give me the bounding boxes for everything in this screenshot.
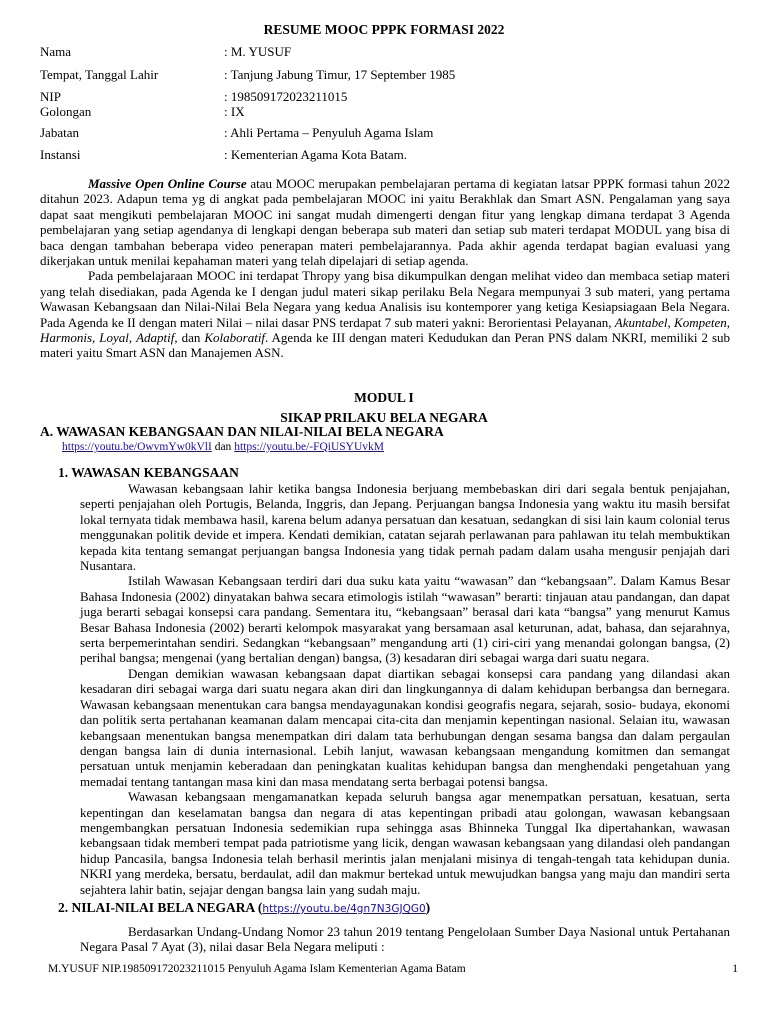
section-a-heading: A. WAWASAN KEBANGSAAN DAN NILAI-NILAI BELA NEGARA	[40, 424, 444, 439]
section-1-paragraph: Istilah Wawasan Kebangsaan terdiri dari dua suku kata yaitu “wawasan” dan “kebangsaan”. Dalam Kamus Besar Bahasa Indonesia (2002) dinyatakan bahwa secara etimologis istilah “wawasan” berarti: tinjauan atau pandangan, dan dapat juga berarti sebagai konsepsi cara pandang. Sementara itu, “kebangsaan” berasal dari kata “bangsa” yang menurut Kamus Besar Bahasa Indonesia (2002) berarti kelompok masyarakat yang bersamaan asal keturunan, adat, bahasa, dan sejarahnya, serta berpemerintahan sendiri. Sedangkan “kebangsaan” mengandung arti (1) ciri-ciri yang menandai golongan bangsa, (2) perihal bangsa; mengenai (yang bertalian dengan) bangsa, (3) kesadaran diri sebagai warga dari suatu negara.	[80, 573, 730, 666]
intro-section	[40, 176, 730, 361]
identity-label: Golongan	[40, 104, 92, 119]
section-2-video-link[interactable]: https://youtu.be/4gn7N3GJQG0	[262, 903, 426, 915]
section-1-body	[80, 481, 730, 897]
mooc-term: Massive Open Online Course	[88, 176, 247, 191]
footer-text: M.YUSUF NIP.198509172023211015 Penyuluh Agama Islam Kementerian Agama Batam	[48, 963, 466, 975]
identity-label: Jabatan	[40, 125, 79, 140]
section-1-paragraph: Wawasan kebangsaan mengamanatkan kepada seluruh bangsa agar menempatkan persatuan, kesatuan, serta kepentingan dan keselamatan bangsa dan negara di atas kepentingan pribadi atau golongan, wawasan kebangsaan mengembangkan persatuan Indonesia sedemikian rupa sehingga asas Bhinneka Tunggal Ika dipertahankan, wawasan kebangsaan tidak memberi tempat pada patriotisme yang licik, dengan wawasan kebangsaan yang dilandasi oleh pandangan hidup Pancasila, bangsa Indonesia telah berhasil merintis jalan menjalani misinya di tengah-tengah tata kehidupan dunia. NKRI yang merdeka, bersatu, berdaulat, adil dan makmur bertekad untuk mewujudkan bangsa yang maju dan mandiri serta sejahtera lahir batin, sejajar dengan bangsa lain yang sudah maju.	[80, 789, 730, 897]
modul-subheading: SIKAP PRILAKU BELA NEGARA	[280, 410, 488, 425]
identity-label: Instansi	[40, 147, 81, 162]
section-2-paragraph: Berdasarkan Undang-Undang Nomor 23 tahun 2019 tentang Pengelolaan Sumber Daya Nasional untuk Pertahanan Negara Pasal 7 Ayat (3), nilai dasar Bela Negara meliputi :	[80, 924, 730, 955]
identity-label: Nama	[40, 44, 72, 59]
section-1-paragraph: Wawasan kebangsaan lahir ketika bangsa Indonesia berjuang membebaskan diri dari segala bentuk penjajahan, seperti penjajahan oleh Portugis, Belanda, Inggris, dan Jepang. Perjuangan bangsa Indonesia yang waktu itu masih bersifat lokal ternyata tidak membawa hasil, karena belum adanya persatuan dan kesatuan, sedangkan di sisi lain kaum colonial terus menggunakan politik devide et impera. Kendati demikian, catatan sejarah perlawanan para pahlawan itu telah membuktikan kepada kita tentang semangat perjuangan bangsa Indonesia yang tidak pernah padam dalam usaha mengusir penjajah dari Nusantara.	[80, 481, 730, 574]
page-number: 1	[732, 963, 738, 975]
document-title: RESUME MOOC PPPK FORMASI 2022	[263, 22, 505, 37]
identity-label: Tempat, Tanggal Lahir	[40, 67, 159, 82]
intro-paragraph-1: Massive Open Online Course atau MOOC merupakan pembelajaran pertama di kegiatan latsar PPPK formasi tahun 2022 ditahun 2023. Adapun tema yg di angkat pada pembelajaran MOOC ini yaitu Berakhlak dan Smart ASN. Pengalaman yang saya dapat saat mengikuti pembelajaran MOOC ini sangat mudah dimengerti dengan fitur yang lengkap dimana terdapat 3 Agenda pembelajaran yang setiap agendanya di lengkapi dengan beberapa sub materi dan setiap sub materi terdapat MODUL yang bisa di baca dengan tambahan beberapa video penerapan materi pembelajarannya. Pada akhir agenda terdapat bagian evaluasi yang dikerjakan untuk menilai kepahaman materi yang telah dipelajari di setiap agenda.	[40, 176, 730, 269]
section-2-body	[80, 924, 730, 955]
video-links: https://youtu.be/OwvmYw0kVlI dan https://youtu.be/-FQiUSYUvkM	[62, 441, 385, 453]
identity-value: : Kementerian Agama Kota Batam.	[224, 147, 408, 162]
identity-value: : M. YUSUF	[224, 44, 292, 59]
identity-value: : 198509172023211015	[224, 89, 348, 104]
intro-paragraph-2: Pada pembelajaraan MOOC ini terdapat Thropy yang bisa dikumpulkan dengan melihat video dan membaca setiap materi yang telah disediakan, pada Agenda ke I dengan judul materi sikap perilaku Bela Negara mempunyai 3 sub materi, yang pertama Wawasan Kebangsaan dan Nilai-Nilai Bela Negara yang kedua Analisis isu kontemporer yang ketiga Kesiapsiagaan Bela Negara. Pada Agenda ke II dengan materi Nilai – nilai dasar PNS terdapat 7 sub materi yakni: Berorientasi Pelayanan, Akuntabel, Kompeten, Harmonis, Loyal, Adaptif, dan Kolaboratif. Agenda ke III dengan materi Kedudukan dan Peran PNS dalam NKRI, memiliki 2 sub materi yaitu Smart ASN dan Manajemen ASN.	[40, 268, 731, 361]
identity-value: : Ahli Pertama – Penyuluh Agama Islam	[224, 125, 434, 140]
identity-value: : Tanjung Jabung Timur, 17 September 1985	[224, 67, 456, 82]
page-footer	[48, 962, 738, 977]
identity-label: NIP	[40, 89, 61, 104]
section-1-paragraph: Dengan demikian wawasan kebangsaan dapat diartikan sebagai konsepsi cara pandang yang dilandasi akan kesadaran diri sebagai warga dari suatu negara akan diri dan lingkungannya di dalam kehidupan berbangsa dan bernegara. Wawasan kebangsaan menentukan cara bangsa mendayagunakan kondisi geografis negara, sejarah, sosio- budaya, ekonomi dan politik serta pertahanan keamanan dalam mencapai cita-cita dan menjamin kepentingan nasional. Selaian itu, wawasan kebangsaan menentukan bangsa menempatkan diri dalam tata berhubungan dengan sesama bangsa dan dalam pergaulan dengan bangsa lain di dunia internasional. Lebih lanjut, wawasan kebangsaan mengandung komitmen dan semangat persatuan untuk menjamin keberadaan dan peningkatan kualitas kehidupan bangsa dan menghendaki pengetahuan yang memadai tentang tantangan masa kini dan masa mendatang serta berbagai potensi bangsa.	[80, 665, 730, 789]
video-link-1[interactable]: https://youtu.be/OwvmYw0kVlI	[62, 441, 212, 453]
video-link-2[interactable]: https://youtu.be/-FQiUSYUvkM	[234, 441, 385, 453]
modul-heading: MODUL I	[354, 390, 414, 405]
section-2-heading: 2. NILAI-NILAI BELA NEGARA (https://youtu.be/4gn7N3GJQG0)	[58, 900, 431, 915]
section-1-heading: 1. WAWASAN KEBANGSAAN	[58, 465, 239, 480]
identity-value: : IX	[224, 104, 245, 119]
